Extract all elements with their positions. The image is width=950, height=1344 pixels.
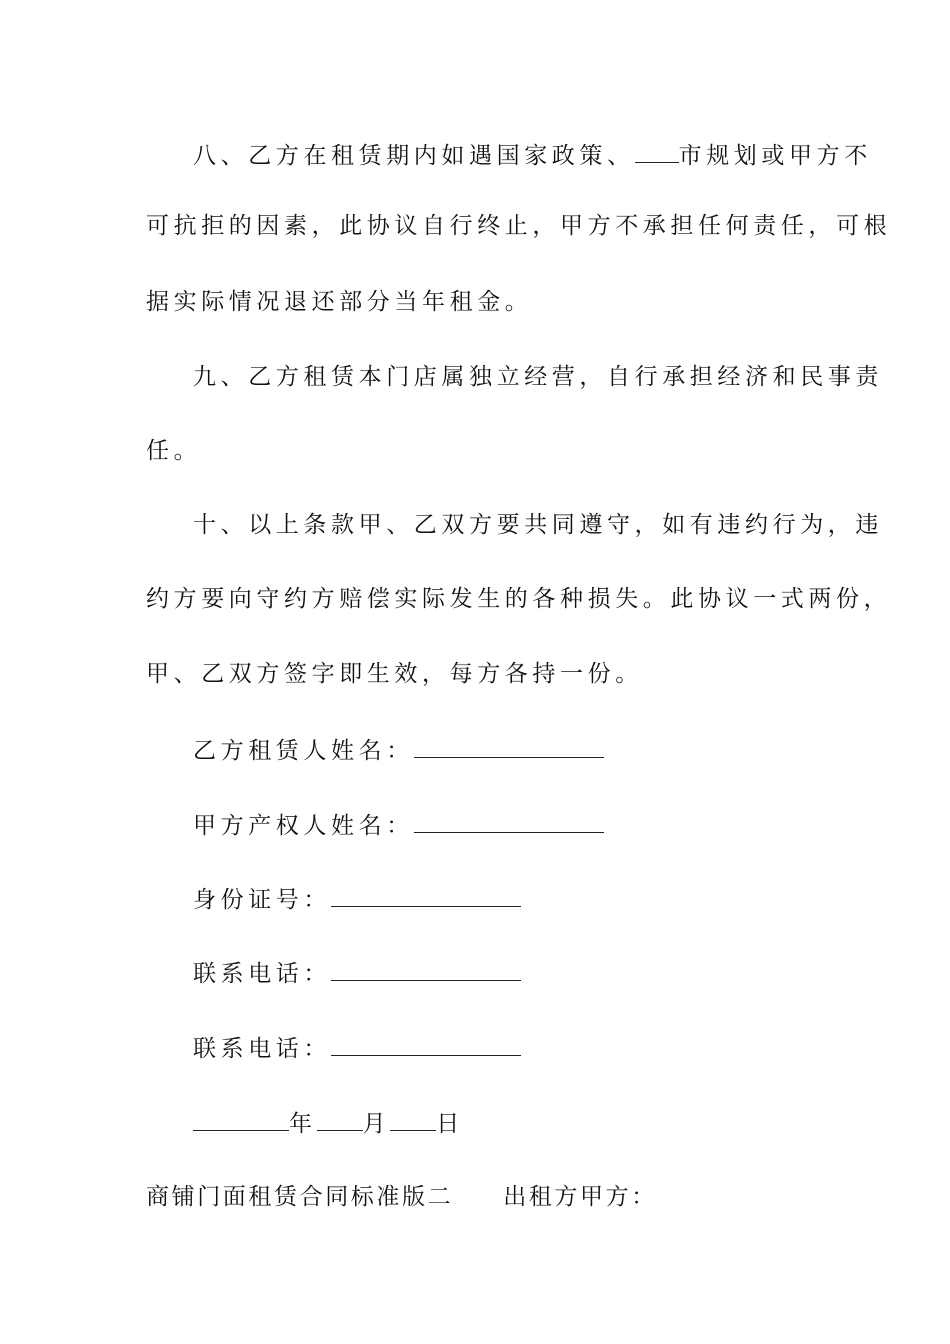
next-contract-row [146, 1181, 816, 1213]
clause-8-line-3: 据实际情况退还部分当年租金。 [146, 289, 533, 315]
phone-label-1: 联系电话： [193, 961, 331, 987]
clause-8-blank [635, 138, 679, 163]
tenant-name-blank [414, 733, 604, 758]
tenant-name-row [193, 733, 863, 765]
phone-label-2: 联系电话： [193, 1036, 331, 1062]
clause-10-line-2: 约方要向守约方赔偿实际发生的各种损失。此协议一式两份， [146, 586, 892, 612]
owner-name-row [193, 808, 863, 840]
id-number-row [193, 882, 863, 914]
clause-9-line-2: 任。 [146, 438, 202, 464]
clause-8-text-b: 市规划或甲方不 [678, 143, 872, 169]
clause-8-text-a: 八、乙方在租赁期内如遇国家政策、 [193, 143, 635, 169]
phone-blank-1 [331, 956, 521, 981]
clause-9-line-1: 九、乙方租赁本门店属独立经营，自行承担经济和民事责 [193, 364, 883, 390]
year-blank [193, 1106, 289, 1131]
lessor-label: 出租方甲方： [503, 1184, 657, 1210]
clause-10-line-1: 十、以上条款甲、乙双方要共同遵守，如有违约行为，违 [193, 512, 883, 538]
phone-row-2 [193, 1031, 863, 1063]
day-label: 日 [436, 1111, 464, 1137]
year-label: 年 [289, 1111, 317, 1137]
phone-row-1 [193, 956, 863, 988]
owner-name-label: 甲方产权人姓名： [193, 813, 414, 839]
clause-8-line-2: 可抗拒的因素，此协议自行终止，甲方不承担任何责任，可根 [146, 213, 892, 239]
date-row [193, 1106, 863, 1138]
owner-name-blank [414, 808, 604, 833]
month-blank [317, 1106, 363, 1131]
phone-blank-2 [331, 1031, 521, 1056]
next-contract-title: 商铺门面租赁合同标准版二 [146, 1184, 454, 1210]
tenant-name-label: 乙方租赁人姓名： [193, 738, 414, 764]
id-number-label: 身份证号： [193, 887, 331, 913]
day-blank [390, 1106, 436, 1131]
clause-8-line-1 [193, 138, 872, 170]
clause-10-line-3: 甲、乙双方签字即生效，每方各持一份。 [146, 661, 643, 687]
id-number-blank [331, 882, 521, 907]
month-label: 月 [362, 1111, 391, 1137]
